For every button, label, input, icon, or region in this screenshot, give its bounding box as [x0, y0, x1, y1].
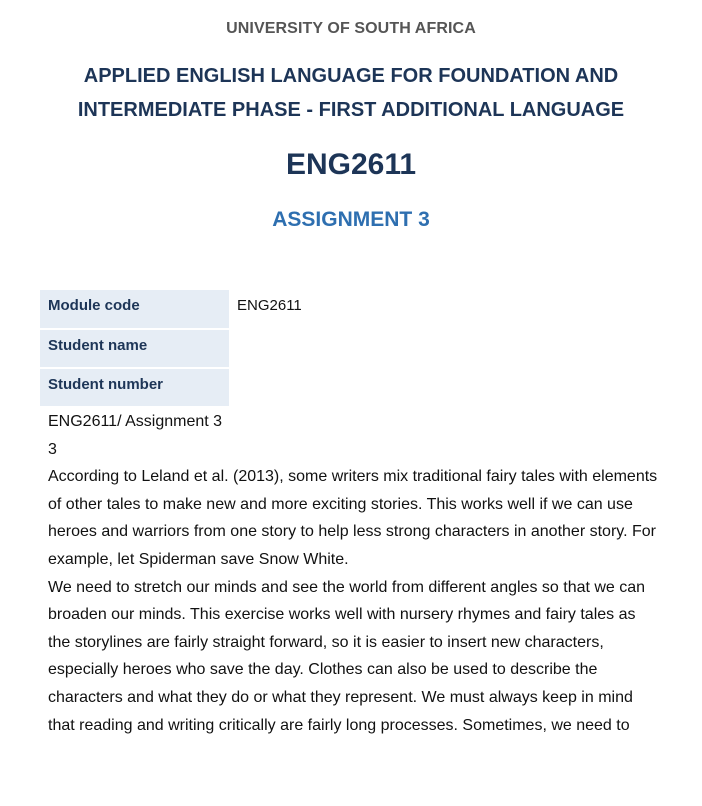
paragraph: According to Leland et al. (2013), some writers mix traditional fairy tales with elements of other tales to make new and more exciting stories. This works well if we can use heroes and warriors from one story to help less strong characters in another story. For example, let Spiderman save Snow White.	[48, 468, 658, 568]
course-code: ENG2611	[285, 148, 417, 181]
student-number-value	[229, 368, 479, 407]
assignment-reference: ENG2611/ Assignment 3	[48, 413, 223, 430]
table-row	[40, 368, 479, 407]
assignment-title: ASSIGNMENT 3	[272, 208, 430, 231]
student-number-label: Student number	[40, 368, 229, 407]
course-title-line-1: APPLIED ENGLISH LANGUAGE FOR FOUNDATION AND	[83, 65, 619, 87]
course-title-line-2: INTERMEDIATE PHASE - FIRST ADDITIONAL LANGUAGE	[77, 99, 625, 121]
paragraph: We need to stretch our minds and see the world from different angles so that we can broaden our minds. This exercise works well with nursery rhymes and fairy tales as the storylines are fairly straight forward, so it is easier to insert new characters, especially heroes who save the day. Clothes can also be used to describe the characters and what they do or what they represent. We must always keep in mind that reading and writing critically are fairly long processes. Sometimes, we need to	[48, 578, 646, 734]
table-row	[40, 329, 479, 368]
student-name-value	[229, 329, 479, 368]
module-code-label: Module code	[40, 290, 229, 329]
student-info-table	[40, 290, 479, 408]
document-body	[48, 408, 660, 739]
student-name-label: Student name	[40, 329, 229, 368]
course-title	[0, 59, 702, 127]
university-name: UNIVERSITY OF SOUTH AFRICA	[226, 20, 476, 37]
module-code-value: ENG2611	[237, 297, 302, 314]
table-row	[40, 290, 479, 329]
question-number: 3	[48, 440, 57, 458]
